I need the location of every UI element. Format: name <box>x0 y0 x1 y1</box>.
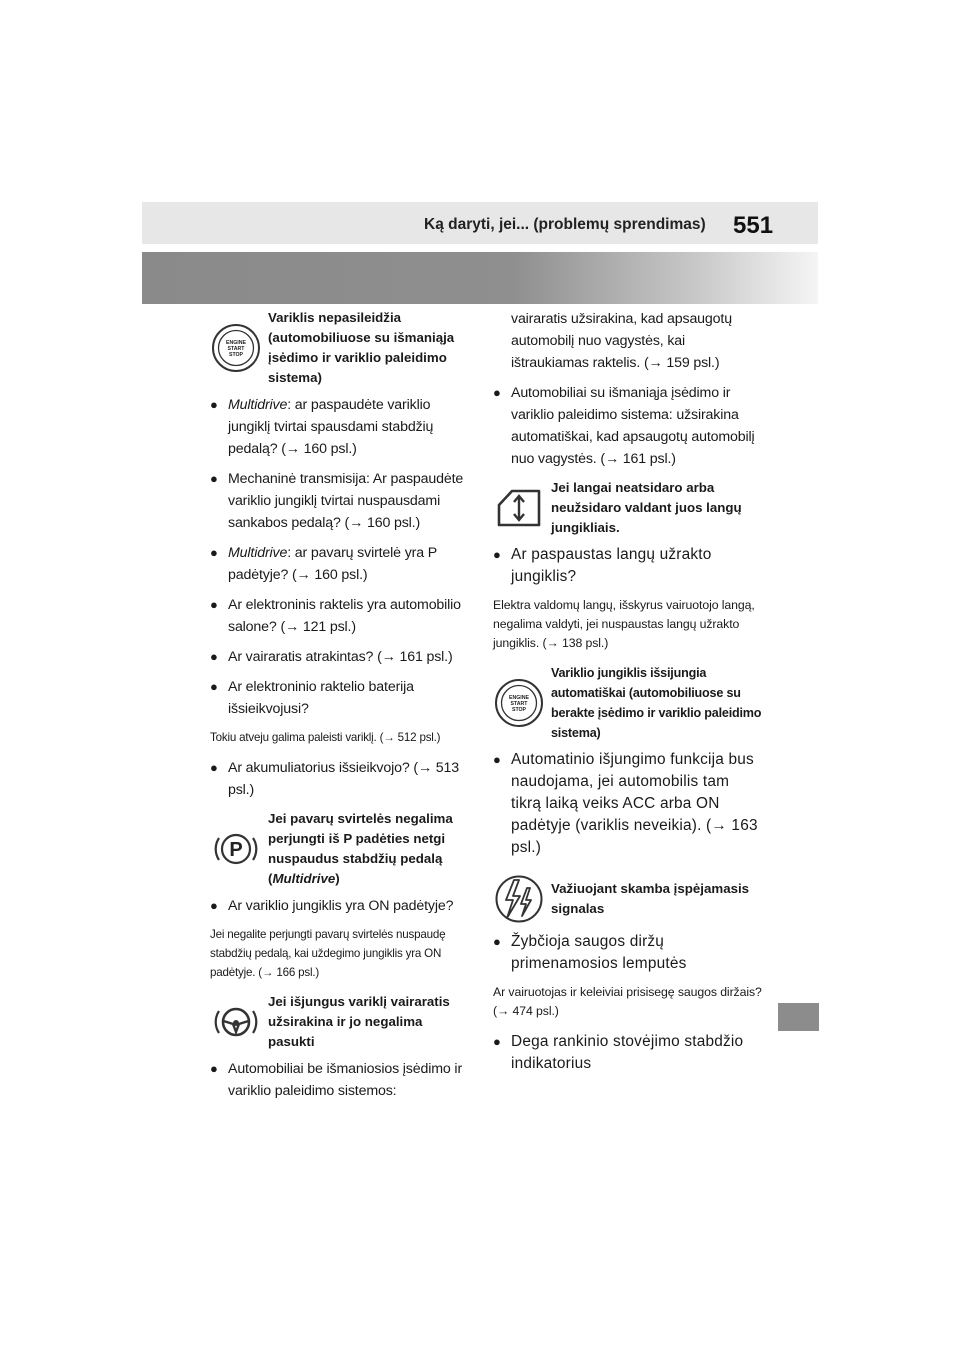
heading-text: Jei langai neatsidaro arba neužsidaro valdant juos langų jungikliais. <box>551 480 742 535</box>
continued-text: vairaratis užsirakina, kad apsaugotų automobilį nuo vagystės, kai ištraukiamas raktelis. (→ 159 psl.) <box>511 311 732 371</box>
heading-text: Jei išjungus variklį vairaratis užsirakina ir jo negalima pasukti <box>268 994 450 1049</box>
note-text: Ar vairuotojas ir keleiviai prisisegę saugos diržais? (→ 474 psl.) <box>493 985 762 1018</box>
header-title: Ką daryti, jei... (problemų sprendimas) <box>424 216 706 233</box>
list-item: ● Multidrive: ar pavarų svirtelė yra P padėtyje? (→ 160 psl.) <box>210 542 472 586</box>
bullet-icon: ● <box>210 597 218 612</box>
steering-wheel-icon <box>210 996 262 1048</box>
heading-text: Jei pavarų svirtelės negalima perjungti iš P padėties netgi nuspaudus stabdžių pedalą (Multidrive) <box>268 811 453 886</box>
engine-start-stop-icon <box>493 677 545 729</box>
list-item: ● Dega rankinio stovėjimo stabdžio indikatorius <box>493 1031 763 1075</box>
list-item: ● Multidrive: ar paspaudėte variklio jungiklį tvirtai spausdami stabdžių pedalą? (→ 160 psl.) <box>210 394 472 460</box>
park-gear-icon <box>210 823 262 875</box>
bullet-icon: ● <box>493 547 502 562</box>
svg-text:START: START <box>227 346 245 352</box>
section-heading-engine-start <box>210 308 472 388</box>
bullet-icon: ● <box>210 397 218 412</box>
list-item: ● Žybčioja saugos diržų primenamosios lemputės <box>493 931 763 975</box>
buzzer-warning-icon <box>493 873 545 925</box>
section-heading-auto-off <box>493 663 763 743</box>
list-item: ● Automobiliai su išmaniąja įsėdimo ir variklio paleidimo sistema: užsirakina automatiškai, kad apsaugotų automobilį nuo vagystės. (→ 161 psl.) <box>493 382 763 470</box>
bullet-icon: ● <box>210 471 218 486</box>
left-column <box>210 308 472 1110</box>
bullet-icon: ● <box>210 679 218 694</box>
section-heading-shift-lever <box>210 809 472 889</box>
note-text: Elektra valdomų langų, išskyrus vairuotojo langą, negalima valdyti, jei nuspaustas langų užrakto jungiklis. (→ 138 psl.) <box>493 598 755 650</box>
bullet-icon: ● <box>493 934 502 949</box>
right-column <box>493 308 763 1083</box>
bullet-icon: ● <box>493 1034 502 1049</box>
list-item: ● Ar vairaratis atrakintas? (→ 161 psl.) <box>210 646 472 668</box>
chapter-tab <box>778 1003 819 1031</box>
svg-text:ENGINE: ENGINE <box>226 340 246 346</box>
svg-text:STOP: STOP <box>228 352 244 358</box>
list-item: ● Ar elektroninis raktelis yra automobilio salone? (→ 121 psl.) <box>210 594 472 638</box>
list-item: ● Ar paspaustas langų užrakto jungiklis? <box>493 544 763 588</box>
section-heading-steering-lock <box>210 992 472 1052</box>
heading-text: Variklis nepasileidžia (automobiliuose su išmaniąja įsėdimo ir variklio paleidimo sistema) <box>268 310 455 385</box>
svg-text:START: START <box>510 701 528 707</box>
list-item: ● Ar akumuliatorius išsieikvojo? (→ 513 psl.) <box>210 757 472 801</box>
heading-text: Variklio jungiklis išsijungia automatiškai (automobiliuose su berakte įsėdimo ir variklio paleidimo sistema) <box>551 666 762 740</box>
svg-text:STOP: STOP <box>511 707 527 713</box>
svg-text:P: P <box>229 839 243 861</box>
list-item: ● Ar elektroninio raktelio baterija išsieikvojusi? <box>210 676 472 720</box>
note-text: Jei negalite perjungti pavarų svirtelės nuspaudę stabdžių pedalą, kai uždegimo jungiklis yra ON padėtyje. (→ 166 psl.) <box>210 928 446 979</box>
note-text: Tokiu atveju galima paleisti variklį. (→ 512 psl.) <box>210 731 441 744</box>
window-switch-icon <box>493 482 545 534</box>
list-item: ● Automatinio išjungimo funkcija bus naudojama, jei automobilis tam tikrą laiką veiks ACC arba ON padėtyje (variklis neveikia). (→ 163 psl.) <box>493 749 763 859</box>
section-heading-buzzer <box>493 873 763 925</box>
bullet-icon: ● <box>210 898 218 913</box>
heading-text: Važiuojant skamba įspėjamasis signalas <box>551 881 750 916</box>
bullet-icon: ● <box>210 1061 218 1076</box>
bullet-icon: ● <box>493 752 502 767</box>
bullet-icon: ● <box>493 385 501 400</box>
bullet-icon: ● <box>210 649 218 664</box>
list-item: ● Ar variklio jungiklis yra ON padėtyje? <box>210 895 472 917</box>
section-heading-windows <box>493 478 763 538</box>
bullet-icon: ● <box>210 760 218 775</box>
section-band <box>142 252 818 304</box>
svg-text:ENGINE: ENGINE <box>509 695 529 701</box>
engine-start-stop-icon <box>210 322 262 374</box>
bullet-icon: ● <box>210 545 218 560</box>
list-item: ● Automobiliai be išmaniosios įsėdimo ir variklio paleidimo sistemos: <box>210 1058 472 1102</box>
page-number: 551 <box>733 212 774 239</box>
list-item: ● Mechaninė transmisija: Ar paspaudėte variklio jungiklį tvirtai nuspausdami sankabos pedalą? (→ 160 psl.) <box>210 468 472 534</box>
